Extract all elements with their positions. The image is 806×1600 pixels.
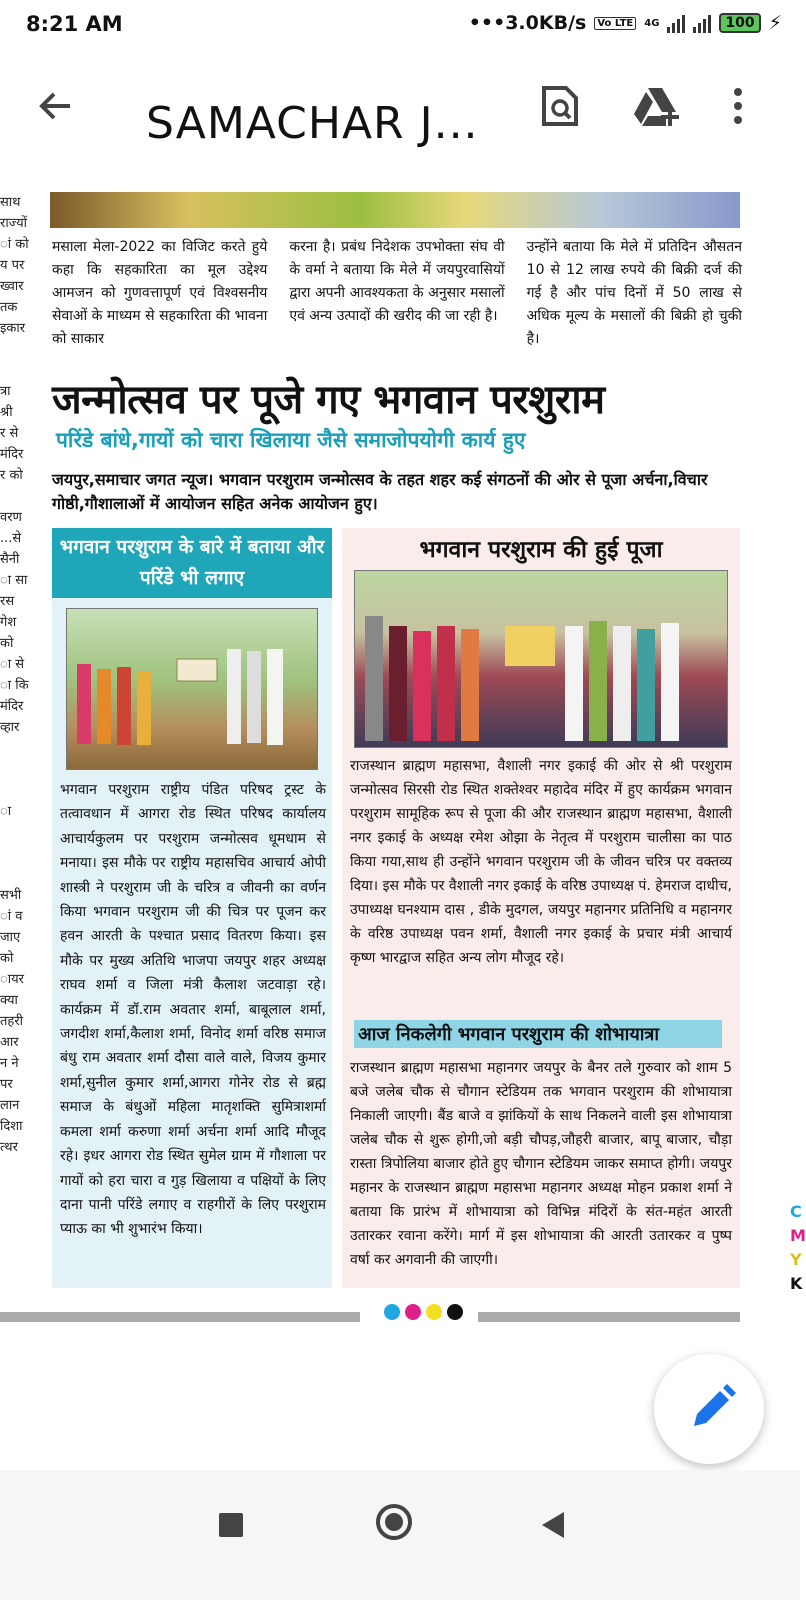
left-fragment: न ने (0, 1056, 19, 1071)
left-fragment: ां व (0, 909, 23, 924)
network-type: 4G (644, 17, 660, 29)
left-fragment: सैनी (0, 552, 20, 567)
drive-add-icon[interactable] (632, 84, 682, 128)
left-fragment (0, 339, 30, 360)
left-fragment: क्या (0, 993, 18, 1008)
previous-article (52, 236, 742, 351)
left-fragment: को (0, 951, 14, 966)
left-fragment (0, 360, 30, 381)
box2-subheading: आज निकलेगी भगवान परशुराम की शोभायात्रा (354, 1020, 722, 1048)
yellow-dot (426, 1304, 442, 1320)
cmyk-c: C (790, 1202, 802, 1221)
left-fragment: साथ (0, 195, 21, 210)
cmyk-m: M (790, 1226, 806, 1245)
left-fragment: ा सा (0, 573, 28, 588)
left-fragment: मंदिर (0, 447, 24, 462)
left-fragment: वरण (0, 510, 22, 525)
left-fragment: ा कि (0, 678, 29, 693)
left-fragment (0, 738, 30, 759)
box2-body: राजस्थान ब्राह्मण महासभा, वैशाली नगर इकाई की ओर से श्री परशुराम जन्मोत्सव सिरसी रोड स्थित शक्तेश्वर महादेव मंदिर में हुए कार्यक्रम भगवान परशुराम सामूहिक रूप से पूजा की और राजस्थान ब्राह्मण महासभा, वैशाली नगर इकाई के अध्यक्ष रमेश ओझा के नेतृत्व में परशुराम चालीसा का पाठ किया गया,साथ ही उन्होंने भगवान परशुराम जी के जीवन चरित्र पर वक्तव्य दिया। इस मौके पर वैशाली नगर इकाई के वरिष्ठ उपाध्यक्ष पं. हेमराज दाधीच, उपाध्यक्ष घनश्याम दास , डीके मुदगल, जयपुर महानगर प्रतिनिधि व महानगर के वरिष्ठ उपाध्यक्ष पवन शर्मा, वैशाली नगर इकाई के प्रचार मंत्री आचार्य कृष्ण भारद्वाज सहित अन्य लोग मौजूद रहे। (350, 758, 732, 966)
recents-square-icon[interactable] (218, 1512, 244, 1542)
left-fragment: इकार (0, 321, 26, 336)
box1-photo (66, 608, 318, 770)
left-fragment: रस (0, 594, 15, 609)
edit-pencil-icon (654, 1354, 764, 1464)
left-fragment: त्रा (0, 384, 11, 399)
cmyk-y: Y (790, 1250, 802, 1269)
box1-body: भगवान परशुराम राष्ट्रीय पंडित परिषद ट्रस्ट के तत्वावधान में आगरा रोड स्थित परिषद कार्यालय आचार्यकुलम पर परशुराम जन्मोत्सव धूमधाम से मनाया। इस मौके पर राष्ट्रीय महासचिव आचार्य ओपी शास्त्री ने परशुराम जी के चरित्र व जीवनी का वर्णन किया भगवान परशुराम जी की चित्र पर पूजन कर हवन आरती के पश्चात प्रसाद वितरण किया। इस मौके पर मुख्य अतिथि भाजपा जयपुर शहर अध्यक्ष राघव शर्मा व जिला मंत्री कैलाश जटवाड़ा रहे। कार्यक्रम में डॉ.राम अवतार शर्मा, बाबूलाल शर्मा, जगदीश शर्मा,कैलाश शर्मा, विनोद शर्मा वरिष्ठ समाज बंधु राम अवतार शर्मा दौसा वाले वाले, विजय कुमार शर्मा,सुनील कुमार शर्मा,आगरा गोनेर रोड से ब्रह्म समाज के बंधुओं महिला मातृशक्ति सुमित्राशर्मा कमला शर्मा करुणा शर्मा अर्चना शर्मा आदि मौजूद रहे। इधर आगरा रोड स्थित सुमेल ग्राम में गौशाला पर गायों को हरा चारा व गुड़ खिलाया व पक्षियों के लिए दाना पानी परिंडे लगाए व राहगीरों के लिए परशुराम प्याऊ का भी शुभारंभ किया। (60, 782, 326, 1238)
left-fragment: र से (0, 426, 19, 441)
left-fragment (0, 780, 30, 801)
lead-paragraph: जयपुर,समाचार जगत न्यूज। भगवान परशुराम जन्मोत्सव के तहत शहर कई संगठनों की ओर से पूजा अर्चना,विचार गोष्ठी,गौशालाओं में आयोजन सहित अनेक आयोजन हुए। (52, 470, 708, 513)
box2-photo (354, 570, 728, 748)
left-fragment: को (0, 636, 14, 651)
search-doc-icon[interactable] (540, 84, 580, 128)
left-fragment: व्हार (0, 720, 20, 735)
left-fragment: ां को (0, 237, 29, 252)
status-indicators (469, 12, 782, 34)
left-fragment: ख्वार (0, 279, 24, 294)
left-fragment: दिशा (0, 1119, 23, 1134)
left-fragment: श्री (0, 405, 13, 420)
page-divider-left (0, 1312, 360, 1322)
left-fragment: तक (0, 300, 18, 315)
black-dot (447, 1304, 463, 1320)
left-fragment: ...से (0, 531, 22, 546)
left-fragment (0, 486, 30, 507)
newspaper-page[interactable] (0, 192, 800, 1322)
left-fragment: लान (0, 1098, 20, 1113)
cyan-dot (384, 1304, 400, 1320)
battery-icon: 100 (719, 13, 760, 33)
article-column-3: उन्होंने बताया कि मेले में प्रतिदिन औसतन 10 से 12 लाख रुपये की बिक्री दर्ज की गई है और पांच दिनों में 50 लाख से अधिक मूल्य के मसालों की बिक्री हो चुकी है। (526, 239, 742, 347)
left-fragment: मंदिर (0, 699, 24, 714)
network-speed: •••3.0KB/s (468, 12, 587, 34)
left-fragment: सभी (0, 888, 22, 903)
system-nav-bar (0, 1470, 800, 1600)
left-fragment: जाए (0, 930, 21, 945)
signal-icon (667, 13, 685, 33)
magenta-dot (405, 1304, 421, 1320)
left-fragment: य पर (0, 258, 25, 273)
left-fragment: ा (0, 804, 12, 819)
back-triangle-icon[interactable] (540, 1510, 566, 1544)
left-fragment: गेश (0, 615, 17, 630)
volte-icon: Vo LTE (594, 17, 636, 30)
adjacent-column-fragments (0, 192, 30, 1322)
story-box-2 (342, 528, 740, 1288)
edit-fab-button[interactable] (654, 1354, 764, 1464)
registration-marks (384, 1304, 463, 1320)
left-fragment: राज्यों (0, 216, 28, 231)
left-fragment: त्थर (0, 1140, 18, 1155)
signal-icon-2 (693, 13, 711, 33)
page-divider-right (478, 1312, 740, 1322)
back-arrow-icon[interactable] (36, 86, 76, 136)
left-fragment: ायर (0, 972, 24, 987)
cmyk-label (790, 1200, 806, 1296)
left-fragment (0, 822, 30, 843)
document-title: SAMACHAR J... (146, 98, 479, 149)
app-bar (0, 50, 800, 188)
charging-icon: ⚡ (768, 12, 782, 34)
left-fragment: र को (0, 468, 23, 483)
box1-header: भगवान परशुराम के बारे में बताया और परिंडे भी लगाए (52, 528, 332, 598)
article-column-2: करना है। प्रबंध निदेशक उपभोक्ता संघ वी के वर्मा ने बताया कि मेले में जयपुरवासियों द्वारा अपनी आवश्यकता के अनुसार मसालों एवं अन्य उत्पादों की खरीद की जा रही है। (289, 239, 505, 324)
left-fragment: ा से (0, 657, 25, 672)
subheadline: परिंडे बांधे,गायों को चारा खिलाया जैसे समाजोपयोगी कार्य हुए (56, 428, 526, 452)
left-fragment (0, 843, 30, 864)
top-photo (50, 192, 740, 228)
left-fragment (0, 759, 30, 780)
left-fragment: पर (0, 1077, 13, 1092)
headline: जन्मोत्सव पर पूजे गए भगवान परशुराम (52, 376, 605, 423)
more-vert-icon[interactable] (728, 84, 748, 128)
story-box-1 (52, 528, 332, 1288)
left-fragment: आर (0, 1035, 19, 1050)
home-circle-icon[interactable] (374, 1502, 414, 1546)
cmyk-k: K (790, 1274, 803, 1293)
left-fragment: तहरी (0, 1014, 23, 1029)
box2-body-2: राजस्थान ब्राह्मण महासभा महानगर जयपुर के बैनर तले गुरुवार को शाम 5 बजे जलेब चौक से चौगान स्टेडियम तक भगवान परशुराम की शोभायात्रा निकाली जाएगी। बैंड बाजे व झांकियों के साथ निकलने वाली इस शोभायात्रा जलेब चौक से शुरू होगी,जो बड़ी चौपड़,जौहरी बाजार, बापू बाजार, चौड़ा रास्ता त्रिपोलिया बाजार होते हुए चौगान स्टेडियम जाकर समाप्त होगी। जयपुर महानर के राजस्थान ब्राह्मण महासभा महानगर अध्यक्ष मोहन प्रकाश शर्मा ने बताया कि प्रारंभ में शोभायात्रा को विभिन्न मंदिरों के संत-महंत आरती उतारकर रवाना करेंगे। मार्ग में इस शोभायात्रा की आरती उतारकर व पुष्प वर्षा कर अगवानी की जाएगी। (350, 1060, 732, 1268)
status-bar (0, 0, 800, 50)
status-time: 8:21 AM (26, 12, 123, 36)
article-column-1: मसाला मेला-2022 का विजिट करते हुये कहा कि सहकारिता का मूल उद्देश्य आमजन को गुणवत्तापूर्ण एवं विश्वसनीय सेवाओं के माध्यम से सहकारिता की भावना को साकार (52, 239, 268, 347)
left-fragment (0, 864, 30, 885)
box2-header: भगवान परशुराम की हुई पूजा (419, 537, 663, 563)
